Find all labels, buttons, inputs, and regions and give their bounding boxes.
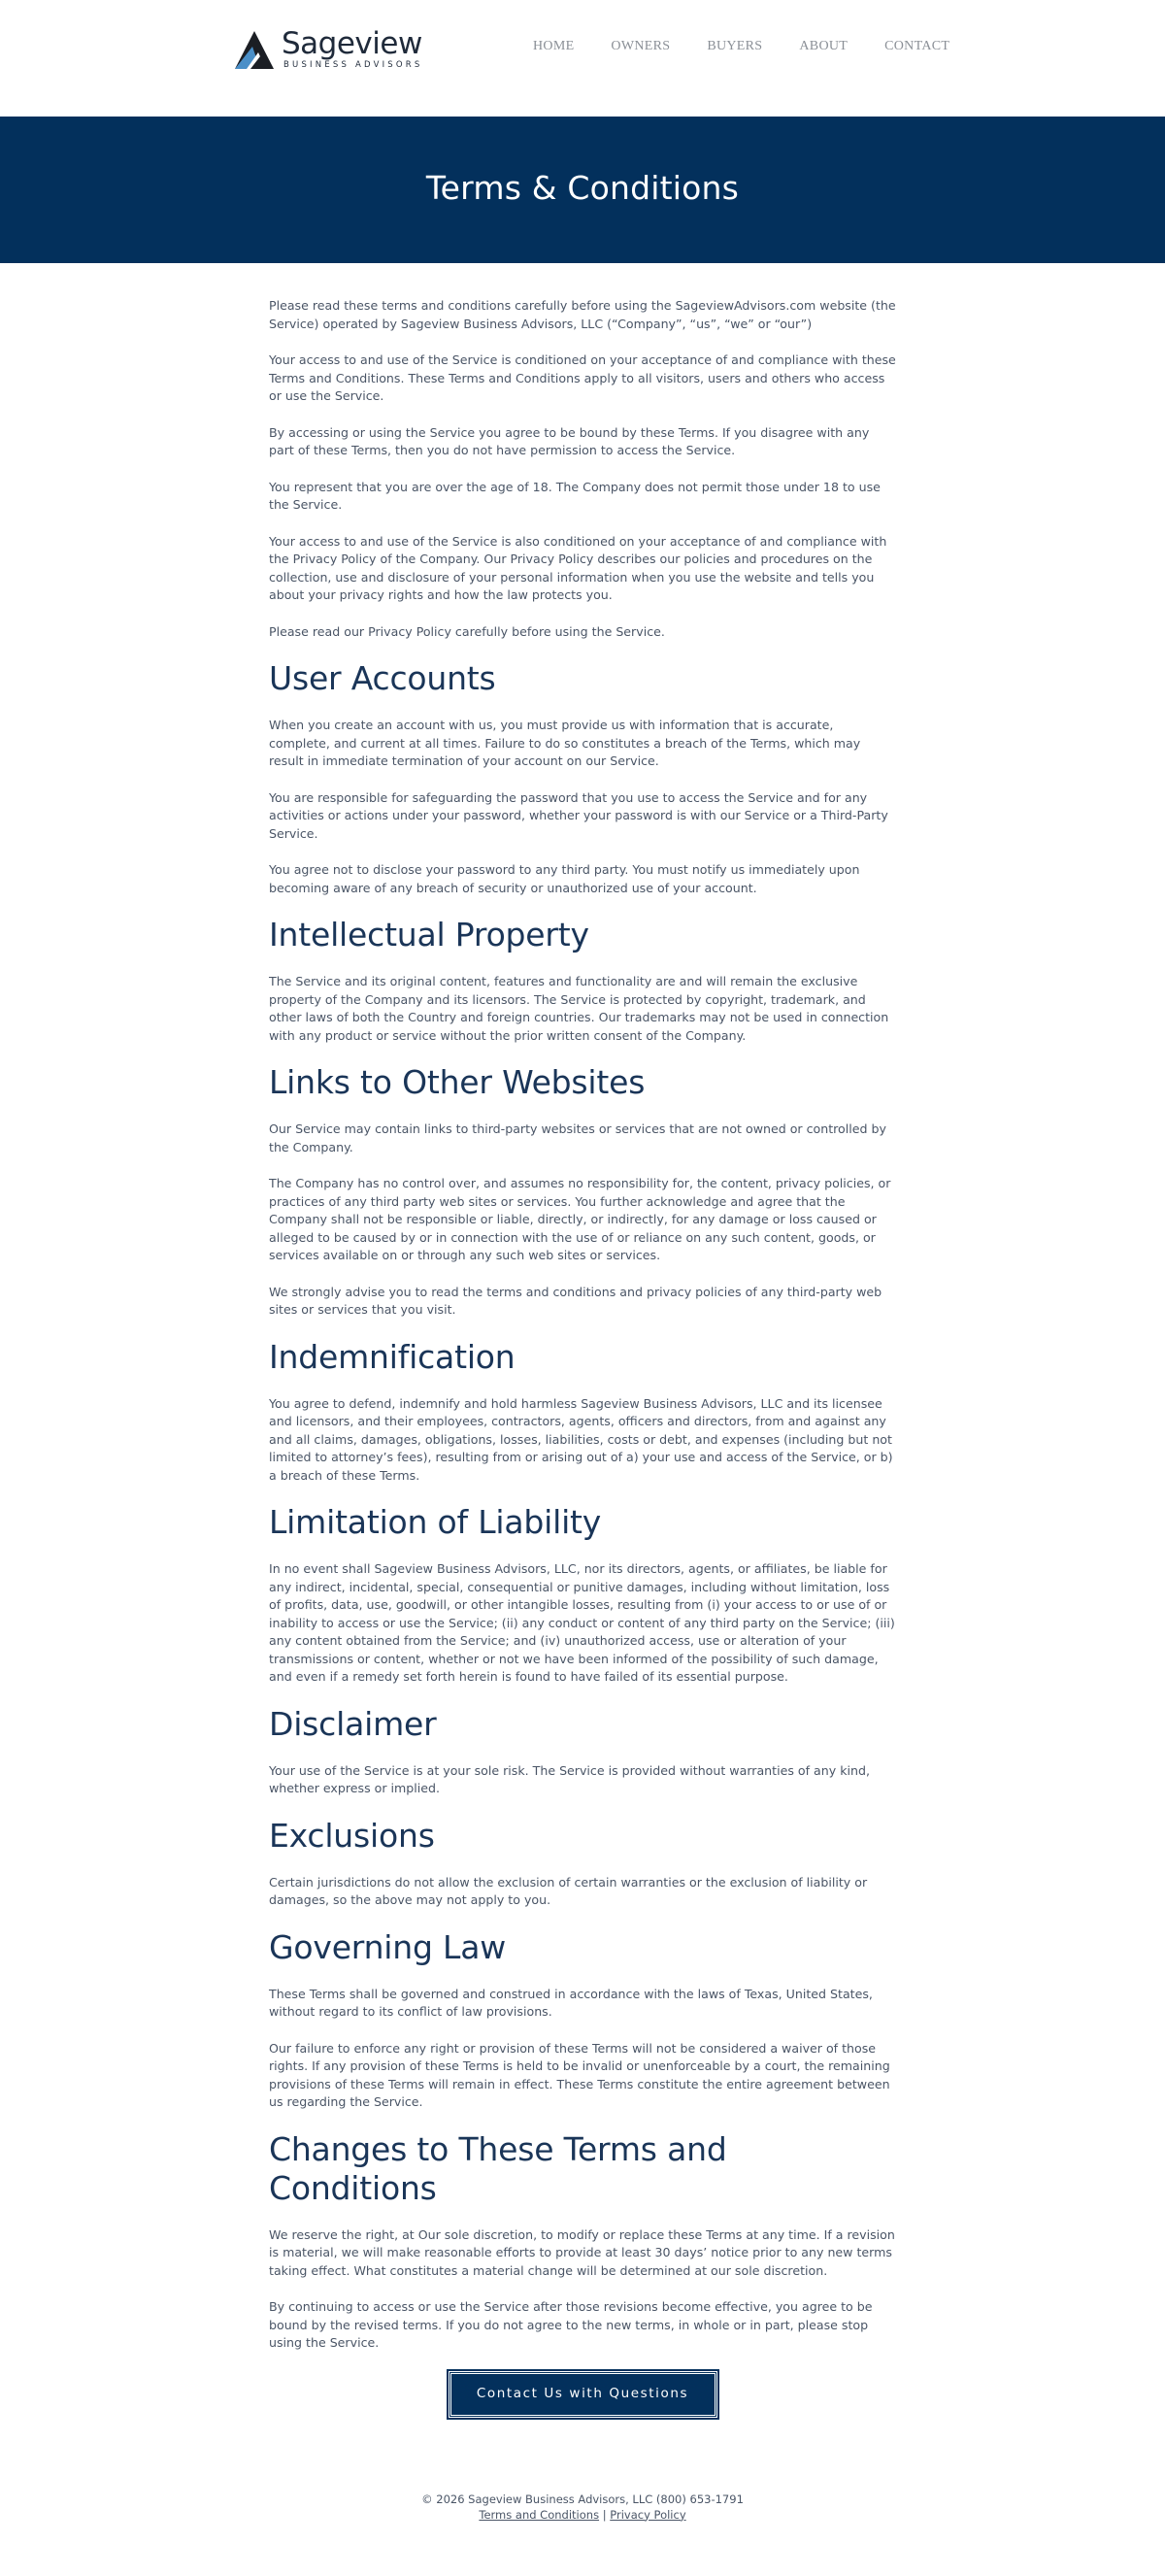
brand-name: Sageview: [282, 25, 422, 61]
section-heading-changes: Changes to These Terms and Conditions: [269, 2129, 727, 2207]
section-paragraph: These Terms shall be governed and construed in accordance with the laws of Texas, United States, without regard to its conflict of law provisions.: [269, 1986, 873, 2019]
section-paragraph: The Service and its original content, features and functionality are and will remain the exclusive property of the Company and its licensors. The Service is protected by copyright, trademark, and other laws of both the Country and foreign countries. Our trademarks may not be used in connection with any product or service without the prior written consent of the Company.: [269, 974, 889, 1043]
section-heading-intellectual-property: Intellectual Property: [269, 916, 589, 953]
footer-privacy-link[interactable]: Privacy Policy: [610, 2507, 686, 2522]
nav-contact[interactable]: CONTACT: [884, 39, 950, 53]
section-paragraph: Our failure to enforce any right or provision of these Terms will not be considered a waiver of those rights. If any provision of these Terms is held to be invalid or unenforceable by a court, the remaining provisions of these Terms will remain in effect. These Terms constitute the entire agreement between us regarding the Service.: [269, 2040, 890, 2109]
site-footer: [0, 2418, 1165, 2542]
intro-paragraph: By accessing or using the Service you agree to be bound by these Terms. If you disagree with any part of these Terms, then you do not have permission to access the Service.: [269, 424, 870, 457]
section-paragraph: You agree to defend, indemnify and hold harmless Sageview Business Advisors, LLC and its licensee and licensors, and their employees, contractors, agents, officers and directors, from and against any and all claims, damages, obligations, losses, liabilities, costs or debt, and expenses (including but not limited to attorney’s fees), resulting from or arising out of a) your use and access of the Service, or b) a breach of these Terms.: [269, 1395, 893, 1483]
main-nav: [533, 39, 949, 54]
site-header: [0, 0, 1165, 117]
section-paragraph: When you create an account with us, you must provide us with information that is accurate, complete, and current at all times. Failure to do so constitutes a breach of the Terms, which may result in immediate termination of your account on our Service.: [269, 718, 861, 768]
intro-paragraph: Your access to and use of the Service is also conditioned on your acceptance of and compliance with the Privacy Policy of the Company. Our Privacy Policy describes our policies and procedures on the collection, use and disclosure of your personal information when you use the website and tells you about your privacy rights and how the law protects you.: [269, 533, 887, 602]
footer-terms-link[interactable]: Terms and Conditions: [479, 2507, 600, 2522]
brand-logo[interactable]: [233, 27, 423, 70]
section-paragraph: The Company has no control over, and assumes no responsibility for, the content, privacy policies, or practices of any third party web sites or services. You further acknowledge and agree that the Company shall not be responsible or liable, directly, or indirectly, for any damage or loss caused or alleged to be caused by or in connection with the use of or reliance on any such content, goods, or services available on or through any such web sites or services.: [269, 1176, 891, 1262]
contact-us-button[interactable]: Contact Us with Questions: [449, 2371, 717, 2418]
terms-content: [269, 263, 896, 2418]
section-heading-limitation: Limitation of Liability: [269, 1503, 602, 1541]
section-paragraph: Our Service may contain links to third-party websites or services that are not owned or controlled by the Company.: [269, 1121, 886, 1154]
section-paragraph: We reserve the right, at Our sole discretion, to modify or replace these Terms at any time. If a revision is material, we will make reasonable efforts to provide at least 30 days’ notice prior to any new terms taking effect. What constitutes a material change will be determined at our sole discretion.: [269, 2226, 895, 2278]
section-paragraph: By continuing to access or use the Service after those revisions become effective, you agree to be bound by the revised terms. If you do not agree to the new terms, in whole or in part, please stop using the Service.: [269, 2299, 873, 2350]
intro-paragraph: Please read these terms and conditions carefully before using the SageviewAdvisors.com website (the Service) operated by Sageview Business Advisors, LLC (“Company”, “us”, “we” or “our”): [269, 298, 896, 331]
section-heading-indemnification: Indemnification: [269, 1337, 516, 1376]
section-heading-exclusions: Exclusions: [269, 1816, 435, 1855]
nav-about[interactable]: ABOUT: [799, 39, 849, 53]
sageview-logo-icon: [233, 27, 278, 70]
nav-buyers[interactable]: BUYERS: [707, 39, 763, 53]
nav-home[interactable]: HOME: [533, 39, 575, 53]
section-heading-user-accounts: User Accounts: [269, 659, 496, 697]
intro-paragraph: Your access to and use of the Service is conditioned on your acceptance of and compliance with these Terms and Conditions. These Terms and Conditions apply to all visitors, users and others who access or use the Service.: [269, 352, 896, 403]
page-banner: [0, 117, 1165, 263]
section-paragraph: Certain jurisdictions do not allow the exclusion of certain warranties or the exclusion of liability or damages, so the above may not apply to you.: [269, 1874, 868, 1907]
section-paragraph: You are responsible for safeguarding the password that you use to access the Service and for any activities or actions under your password, whether your password is with our Service or a Third-Party Service.: [269, 789, 888, 841]
footer-separator: |: [602, 2507, 607, 2522]
section-paragraph: Your use of the Service is at your sole risk. The Service is provided without warranties of any kind, whether express or implied.: [269, 1762, 870, 1795]
section-heading-governing-law: Governing Law: [269, 1927, 507, 1966]
section-heading-disclaimer: Disclaimer: [269, 1704, 437, 1743]
section-paragraph: We strongly advise you to read the terms and conditions and privacy policies of any third-party web sites or services that you visit.: [269, 1284, 882, 1317]
page-title: Terms & Conditions: [425, 169, 740, 207]
intro-paragraph: Please read our Privacy Policy carefully before using the Service.: [269, 623, 665, 639]
section-heading-links: Links to Other Websites: [269, 1063, 646, 1101]
footer-copyright: © 2026 Sageview Business Advisors, LLC (800) 653-1791: [421, 2492, 744, 2506]
brand-tagline: BUSINESS ADVISORS: [283, 59, 423, 70]
intro-paragraph: You represent that you are over the age of 18. The Company does not permit those under 18 to use the Service.: [269, 479, 881, 512]
section-paragraph: You agree not to disclose your password to any third party. You must notify us immediately upon becoming aware of any breach of security or unauthorized use of your account.: [269, 862, 860, 895]
section-paragraph: In no event shall Sageview Business Advisors, LLC, nor its directors, agents, or affiliates, be liable for any indirect, incidental, special, consequential or punitive damages, including without limitation, loss of profits, data, use, goodwill, or other intangible losses, resulting from (i) your access to or use of or inability to access or use the Service; (ii) any conduct or content of any third party on the Service; (iii) any content obtained from the Service; and (iv) unauthorized access, use or alteration of your transmissions or content, whether or not we have been informed of the possibility of such damage, and even if a remedy set forth herein is found to have failed of its essential purpose.: [269, 1561, 895, 1684]
nav-owners[interactable]: OWNERS: [611, 39, 671, 53]
